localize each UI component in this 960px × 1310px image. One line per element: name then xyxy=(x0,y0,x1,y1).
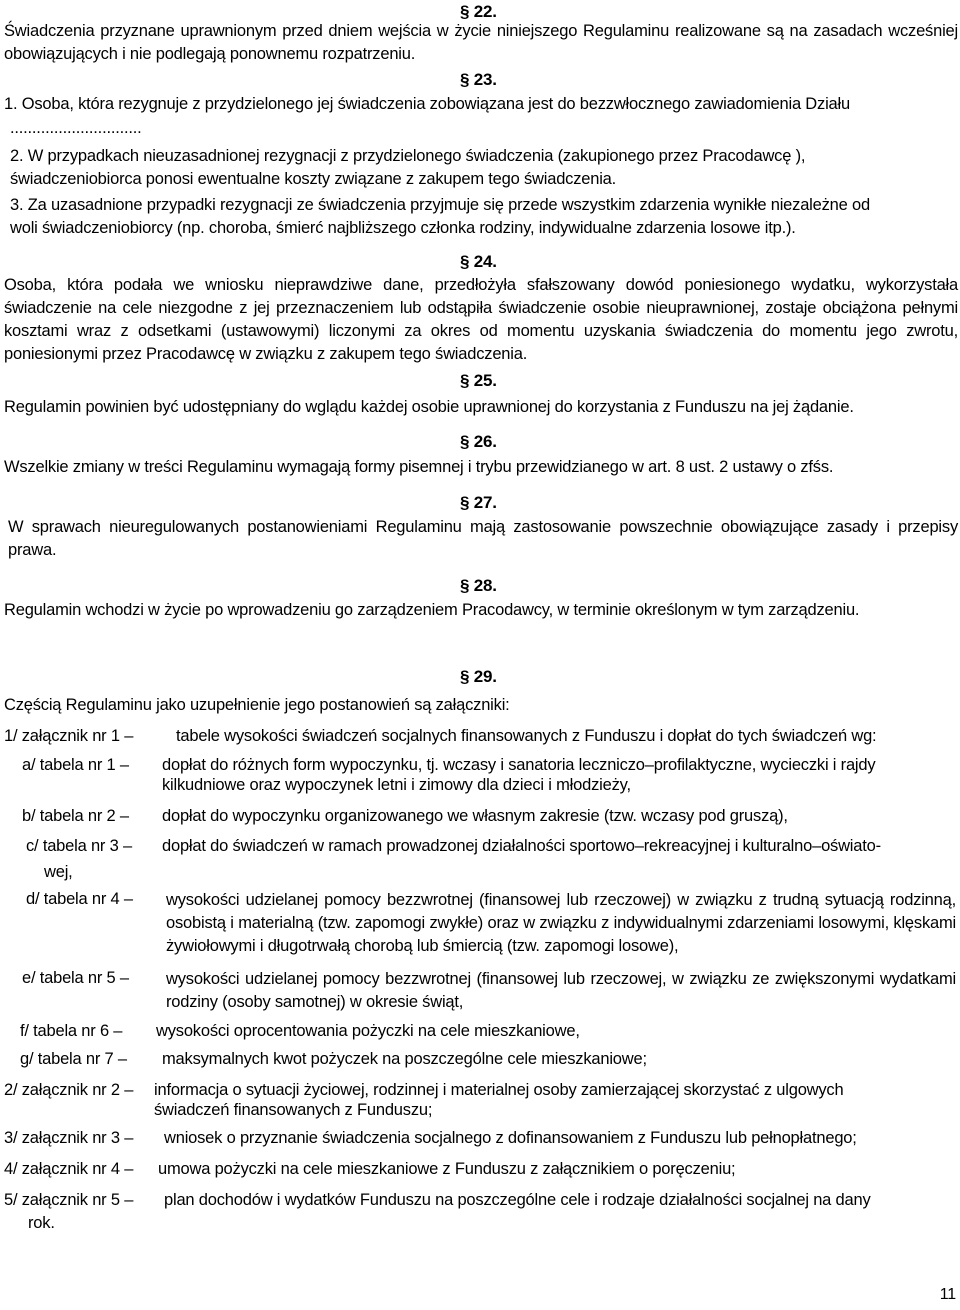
table-1-text: dopłat do różnych form wypoczynku, tj. wczasy i sanatoria leczniczo–profilaktyczne, wycieczki i rajdy kilkudniowe oraz wypoczynek letni i zimowy dla dzieci i młodzieży, xyxy=(162,756,876,794)
section-29-heading: § 29. xyxy=(460,667,497,686)
attachment-5-label: 5/ załącznik nr 5 – xyxy=(4,1191,134,1209)
section-28-text: Regulamin wchodzi w życie po wprowadzeniu go zarządzeniem Pracodawcy, w terminie określonym w tym zarządzeniu. xyxy=(4,601,860,619)
table-1-label: a/ tabela nr 1 – xyxy=(22,756,129,774)
attachment-5-text-cont: rok. xyxy=(28,1214,55,1232)
page-number: 11 xyxy=(939,1286,956,1303)
table-7-text: maksymalnych kwot pożyczek na poszczególne cele mieszkaniowe; xyxy=(162,1050,647,1068)
section-27-text: W sprawach nieuregulowanych postanowieniami Regulaminu mają zastosowanie powszechnie obowiązujące zasady i przepisy prawa. xyxy=(8,518,958,559)
table-4-text: wysokości udzielanej pomocy bezzwrotnej (finansowej lub rzeczowej) w związku z trudną sytuacją rodzinną, osobistą i materialną (tzw. zapomogi zwykłe) oraz w związku z indywidualnymi zdarzeniami losowymi, klęskami żywiołowymi i długotrwałą chorobą lub śmiercią (tzw. zapomogi losowe), xyxy=(166,891,956,955)
table-7-label: g/ tabela nr 7 – xyxy=(20,1050,127,1068)
table-6-label: f/ tabela nr 6 – xyxy=(20,1022,123,1040)
attachment-3-label: 3/ załącznik nr 3 – xyxy=(4,1129,134,1147)
section-25-heading: § 25. xyxy=(460,371,497,390)
table-4-label: d/ tabela nr 4 – xyxy=(26,890,133,908)
section-28-heading: § 28. xyxy=(460,576,497,595)
attachments-intro: Częścią Regulaminu jako uzupełnienie jego postanowień są załączniki: xyxy=(4,696,510,714)
section-23-item-2: 2. W przypadkach nieuzasadnionej rezygnacji z przydzielonego świadczenia (zakupionego przez Pracodawcę ), xyxy=(10,147,806,165)
table-6-text: wysokości oprocentowania pożyczki na cele mieszkaniowe, xyxy=(156,1022,580,1040)
attachment-4-text: umowa pożyczki na cele mieszkaniowe z Funduszu z załącznikiem o poręczeniu; xyxy=(158,1160,736,1178)
table-3-text: dopłat do świadczeń w ramach prowadzonej działalności sportowo–rekreacyjnej i kulturalno–oświato- xyxy=(162,837,881,855)
section-27-heading: § 27. xyxy=(460,493,497,512)
table-5-text: wysokości udzielanej pomocy bezzwrotnej (finansowej lub rzeczowej, w związku ze zwiększonymi wydatkami rodziny (osoby samotnej) w okresie świąt, xyxy=(166,970,956,1011)
section-23-heading: § 23. xyxy=(460,70,497,89)
section-24-heading: § 24. xyxy=(460,252,497,271)
attachment-1-text: tabele wysokości świadczeń socjalnych finansowanych z Funduszu i dopłat do tych świadczeń wg: xyxy=(176,727,877,745)
section-23-item-1: 1. Osoba, która rezygnuje z przydzielonego jej świadczenia zobowiązana jest do bezzwłocznego zawiadomienia Działu xyxy=(4,95,850,113)
section-23-item-1-dots: .............................. xyxy=(10,119,142,137)
section-23-item-3-cont: woli świadczeniobiorcy (np. choroba, śmierć najbliższego członka rodziny, indywidualne zdarzenia losowe itp.). xyxy=(10,219,796,237)
table-2-label: b/ tabela nr 2 – xyxy=(22,807,129,825)
attachment-5-text: plan dochodów i wydatków Funduszu na poszczególne cele i rodzaje działalności socjalnej na dany xyxy=(164,1191,871,1209)
table-3-label: c/ tabela nr 3 – xyxy=(26,837,132,855)
section-25-text: Regulamin powinien być udostępniany do wglądu każdej osobie uprawnionej do korzystania z Funduszu na jej żądanie. xyxy=(4,398,854,416)
attachment-4-label: 4/ załącznik nr 4 – xyxy=(4,1160,134,1178)
attachment-3-text: wniosek o przyznanie świadczenia socjalnego z dofinansowaniem z Funduszu lub pełnopłatnego; xyxy=(164,1129,857,1147)
section-24-text: Osoba, która podała we wniosku nieprawdziwe dane, przedłożyła sfałszowany dowód poniesionego wydatku, wykorzystała świadczenie na cele niezgodne z jej przeznaczeniem lub odstąpiła świadczenie osobie nieuprawnionej, zostaje obciążona pełnymi kosztami wraz z odsetkami (ustawowymi) liczonymi za okres od momentu uzyskania świadczenia do momentu jego zwrotu, poniesionymi przez Pracodawcę w związku z zakupem tego świadczenia. xyxy=(4,276,958,363)
section-23-item-2-cont: świadczeniobiorca ponosi ewentualne koszty związane z zakupem tego świadczenia. xyxy=(10,170,617,188)
table-3-text-cont: wej, xyxy=(44,863,73,881)
section-23-item-3: 3. Za uzasadnione przypadki rezygnacji ze świadczenia przyjmuje się przede wszystkim zdarzenia wynikłe niezależne od xyxy=(10,196,870,214)
attachment-2-text: informacja o sytuacji życiowej, rodzinnej i materialnej osoby zamierzającej skorzystać z ulgowych świadczeń finansowanych z Funduszu; xyxy=(154,1081,844,1119)
section-22-text: Świadczenia przyznane uprawnionym przed dniem wejścia w życie niniejszego Regulaminu realizowane są na zasadach wcześniej obowiązujących i nie podlegają ponownemu rozpatrzeniu. xyxy=(4,22,958,63)
section-26-text: Wszelkie zmiany w treści Regulaminu wymagają formy pisemnej i trybu przewidzianego w art. 8 ust. 2 ustawy o zfśs. xyxy=(4,458,834,476)
attachment-1-label: 1/ załącznik nr 1 – xyxy=(4,727,134,745)
section-22-heading: § 22. xyxy=(460,2,497,21)
attachment-2-label: 2/ załącznik nr 2 – xyxy=(4,1081,134,1099)
section-26-heading: § 26. xyxy=(460,432,497,451)
table-2-text: dopłat do wypoczynku organizowanego we własnym zakresie (tzw. wczasy pod gruszą), xyxy=(162,807,788,825)
table-5-label: e/ tabela nr 5 – xyxy=(22,969,129,987)
